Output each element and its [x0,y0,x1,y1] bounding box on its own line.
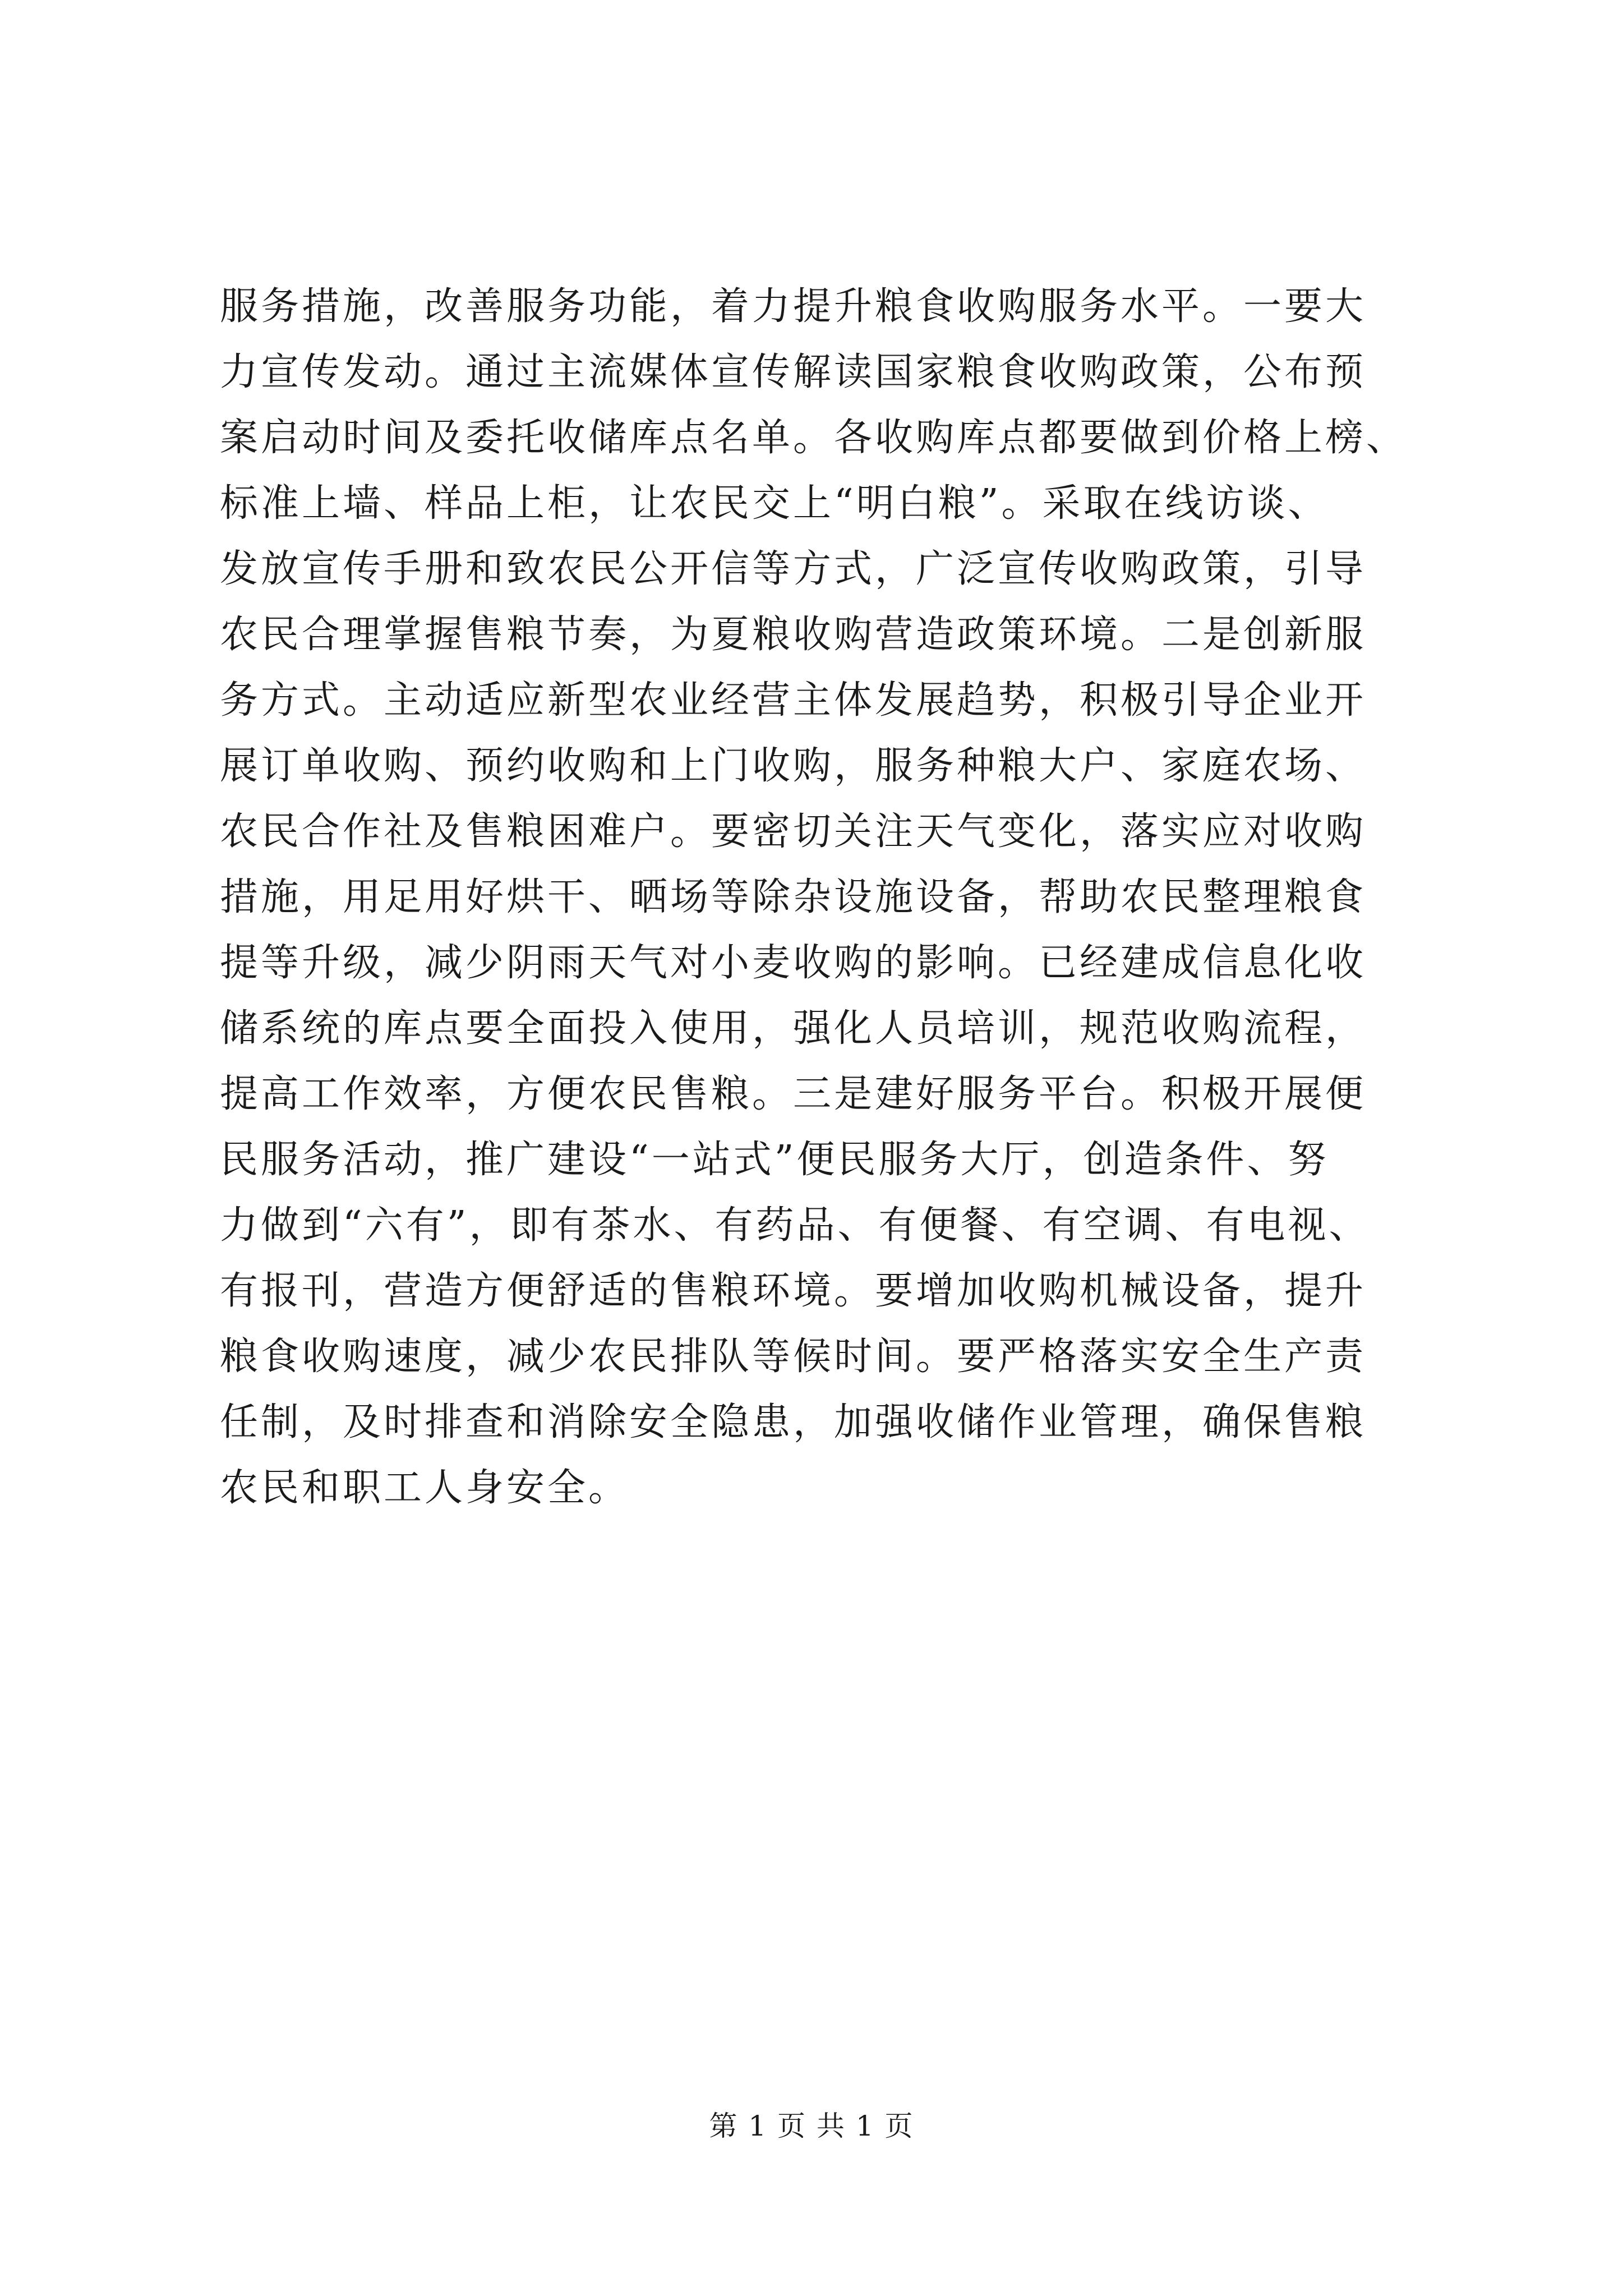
text-line: 发放宣传手册和致农民公开信等方式，广泛宣传收购政策，引导 [220,547,1367,591]
text-line: 任制，及时排查和消除安全隐患，加强收储作业管理，确保售粮 [220,1400,1367,1444]
body-paragraph [220,274,1476,1521]
text-line: 标准上墙、样品上柜，让农民交上“明白粮”。采取在线访谈、 [220,481,1329,526]
text-line: 提高工作效率，方便农民售粮。三是建好服务平台。积极开展便 [220,1072,1367,1116]
text-line: 展订单收购、预约收购和上门收购，服务种粮大户、家庭农场、 [220,744,1367,788]
text-line: 服务措施，改善服务功能，着力提升粮食收购服务水平。一要大 [220,284,1367,329]
text-line: 力做到“六有”，即有茶水、有药品、有便餐、有空调、有电视、 [220,1203,1370,1248]
text-line: 措施，用足用好烘干、晒场等除杂设施设备，帮助农民整理粮食 [220,875,1367,919]
text-line: 提等升级，减少阴雨天气对小麦收购的影响。已经建成信息化收 [220,941,1367,985]
page-footer: 第 1 页 共 1 页 [709,2110,914,2142]
text-line: 有报刊，营造方便舒适的售粮环境。要增加收购机械设备，提升 [220,1269,1367,1313]
text-line: 粮食收购速度，减少农民排队等候时间。要严格落实安全生产责 [220,1335,1367,1379]
text-line: 案启动时间及委托收储库点名单。各收购库点都要做到价格上榜、 [220,416,1408,460]
text-line: 储系统的库点要全面投入使用，强化人员培训，规范收购流程， [220,1006,1367,1051]
text-line: 农民合理掌握售粮节奏，为夏粮收购营造政策环境。二是创新服 [220,613,1367,657]
text-line: 力宣传发动。通过主流媒体宣传解读国家粮食收购政策，公布预 [220,350,1367,394]
text-line: 农民和职工人身安全。 [220,1466,630,1510]
text-line: 农民合作社及售粮困难户。要密切关注天气变化，落实应对收购 [220,809,1367,854]
text-line: 务方式。主动适应新型农业经营主体发展趋势，积极引导企业开 [220,678,1367,723]
text-line: 民服务活动，推广建设“一站式”便民服务大厅，创造条件、努 [220,1138,1329,1182]
